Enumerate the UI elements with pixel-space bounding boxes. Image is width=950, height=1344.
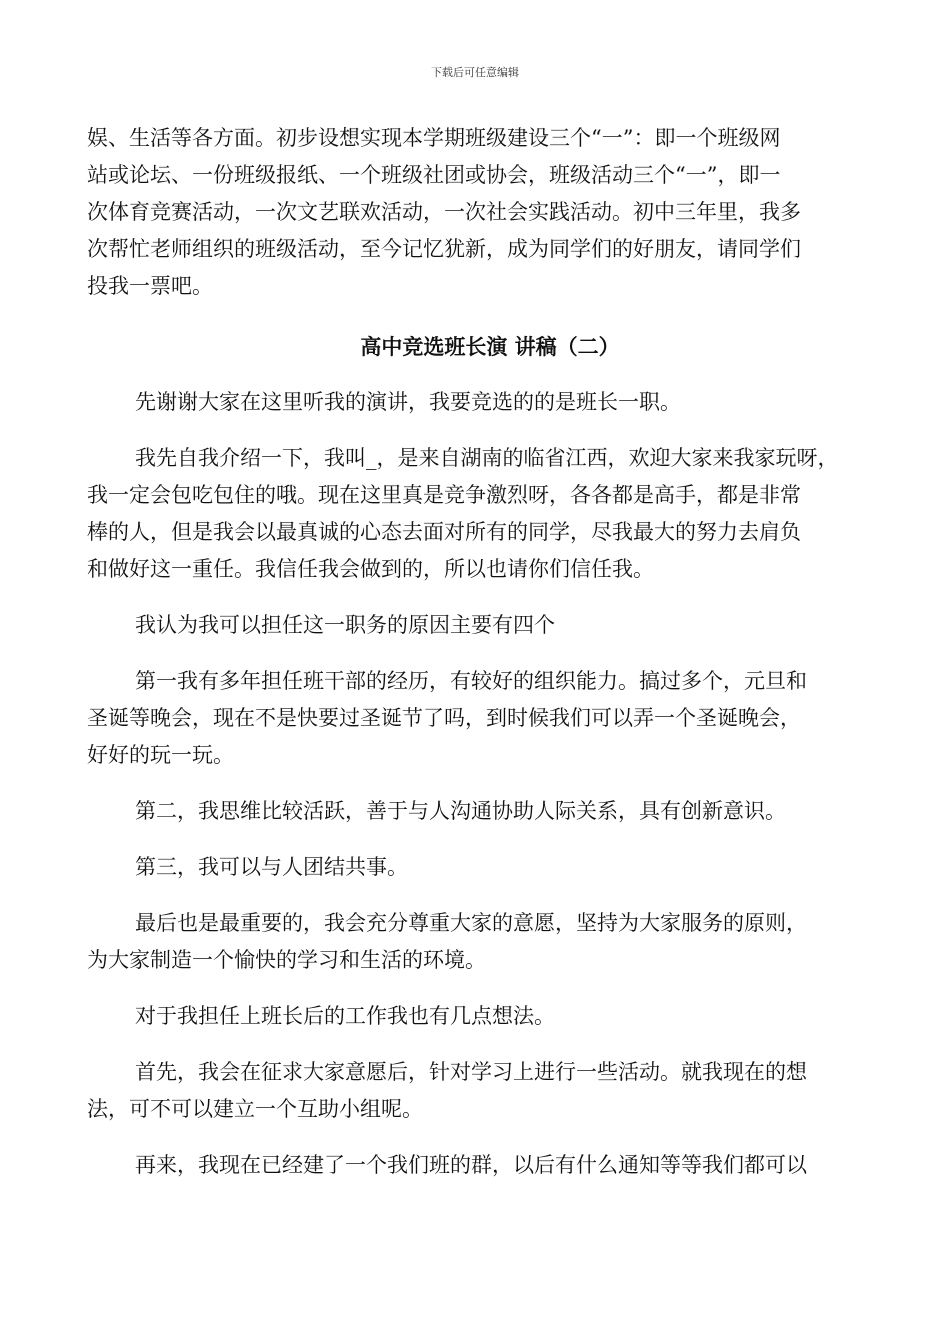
- intro-line: 站或论坛、一份班级报纸、一个班级社团或协会，班级活动三个“一”，即一: [87, 163, 781, 187]
- paragraph-line: 首先，我会在征求大家意愿后，针对学习上进行一些活动。就我现在的想: [135, 1060, 807, 1084]
- paragraph-line: 对于我担任上班长后的工作我也有几点想法。: [135, 1004, 555, 1028]
- paragraph-line: 为大家制造一个愉快的学习和生活的环境。: [87, 948, 486, 972]
- paragraph-6: [87, 849, 863, 886]
- paragraph-line: 第三，我可以与人团结共事。: [135, 855, 408, 879]
- paragraph-line: 和做好这一重任。我信任我会做到的，所以也请你们信任我。: [87, 557, 654, 581]
- intro-paragraph: [87, 120, 863, 305]
- paragraph-line: 先谢谢大家在这里听我的演讲，我要竞选的的是班长一职。: [135, 390, 681, 414]
- intro-line: 娱、生活等各方面。初步设想实现本学期班级建设三个“一”：即一个班级网: [87, 126, 781, 150]
- document-body: [87, 120, 863, 1184]
- intro-line: 投我一票吧。: [87, 274, 213, 298]
- paragraph-line: 最后也是最重要的，我会充分尊重大家的意愿，坚持为大家服务的原则，: [135, 911, 807, 935]
- paragraph-8: [87, 998, 863, 1035]
- paragraph-line: 好好的玩一玩。: [87, 743, 234, 767]
- intro-line: 次体育竞赛活动，一次文艺联欢活动，一次社会实践活动。初中三年里，我多: [87, 200, 801, 224]
- paragraph-line: 我先自我介绍一下，我叫_，是来自湖南的临省江西，欢迎大家来我家玩呀，: [135, 446, 839, 470]
- section-title: 高中竞选班长演 讲稿（二）: [360, 334, 620, 359]
- paragraph-line: 圣诞等晚会，现在不是快要过圣诞节了吗，到时候我们可以弄一个圣诞晚会，: [87, 706, 801, 730]
- paragraph-line: 第一我有多年担任班干部的经历，有较好的组织能力。搞过多个，元旦和: [135, 669, 807, 693]
- paragraph-line: 再来，我现在已经建了一个我们班的群，以后有什么通知等等我们都可以: [135, 1153, 807, 1177]
- paragraph-3: [87, 607, 863, 644]
- paragraph-line: 我一定会包吃包住的哦。现在这里真是竞争激烈呀，各各都是高手，都是非常: [87, 483, 801, 507]
- paragraph-line: 第二，我思维比较活跃，善于与人沟通协助人际关系，具有创新意识。: [135, 799, 786, 823]
- paragraph-1: [87, 384, 863, 421]
- paragraph-line: 我认为我可以担任这一职务的原因主要有四个: [135, 613, 555, 637]
- paragraph-2: [87, 440, 863, 588]
- paragraph-7: [87, 905, 863, 979]
- paragraph-4: [87, 663, 863, 774]
- intro-line: 次帮忙老师组织的班级活动，至今记忆犹新，成为同学们的好朋友，请同学们: [87, 237, 801, 261]
- paragraph-10: [87, 1147, 863, 1184]
- page-header: 下载后可任意编辑: [431, 66, 519, 79]
- paragraph-5: [87, 793, 863, 830]
- paragraph-line: 法，可不可以建立一个互助小组呢。: [87, 1097, 423, 1121]
- paragraph-line: 棒的人，但是我会以最真诚的心态去面对所有的同学，尽我最大的努力去肩负: [87, 520, 801, 544]
- paragraph-9: [87, 1054, 863, 1128]
